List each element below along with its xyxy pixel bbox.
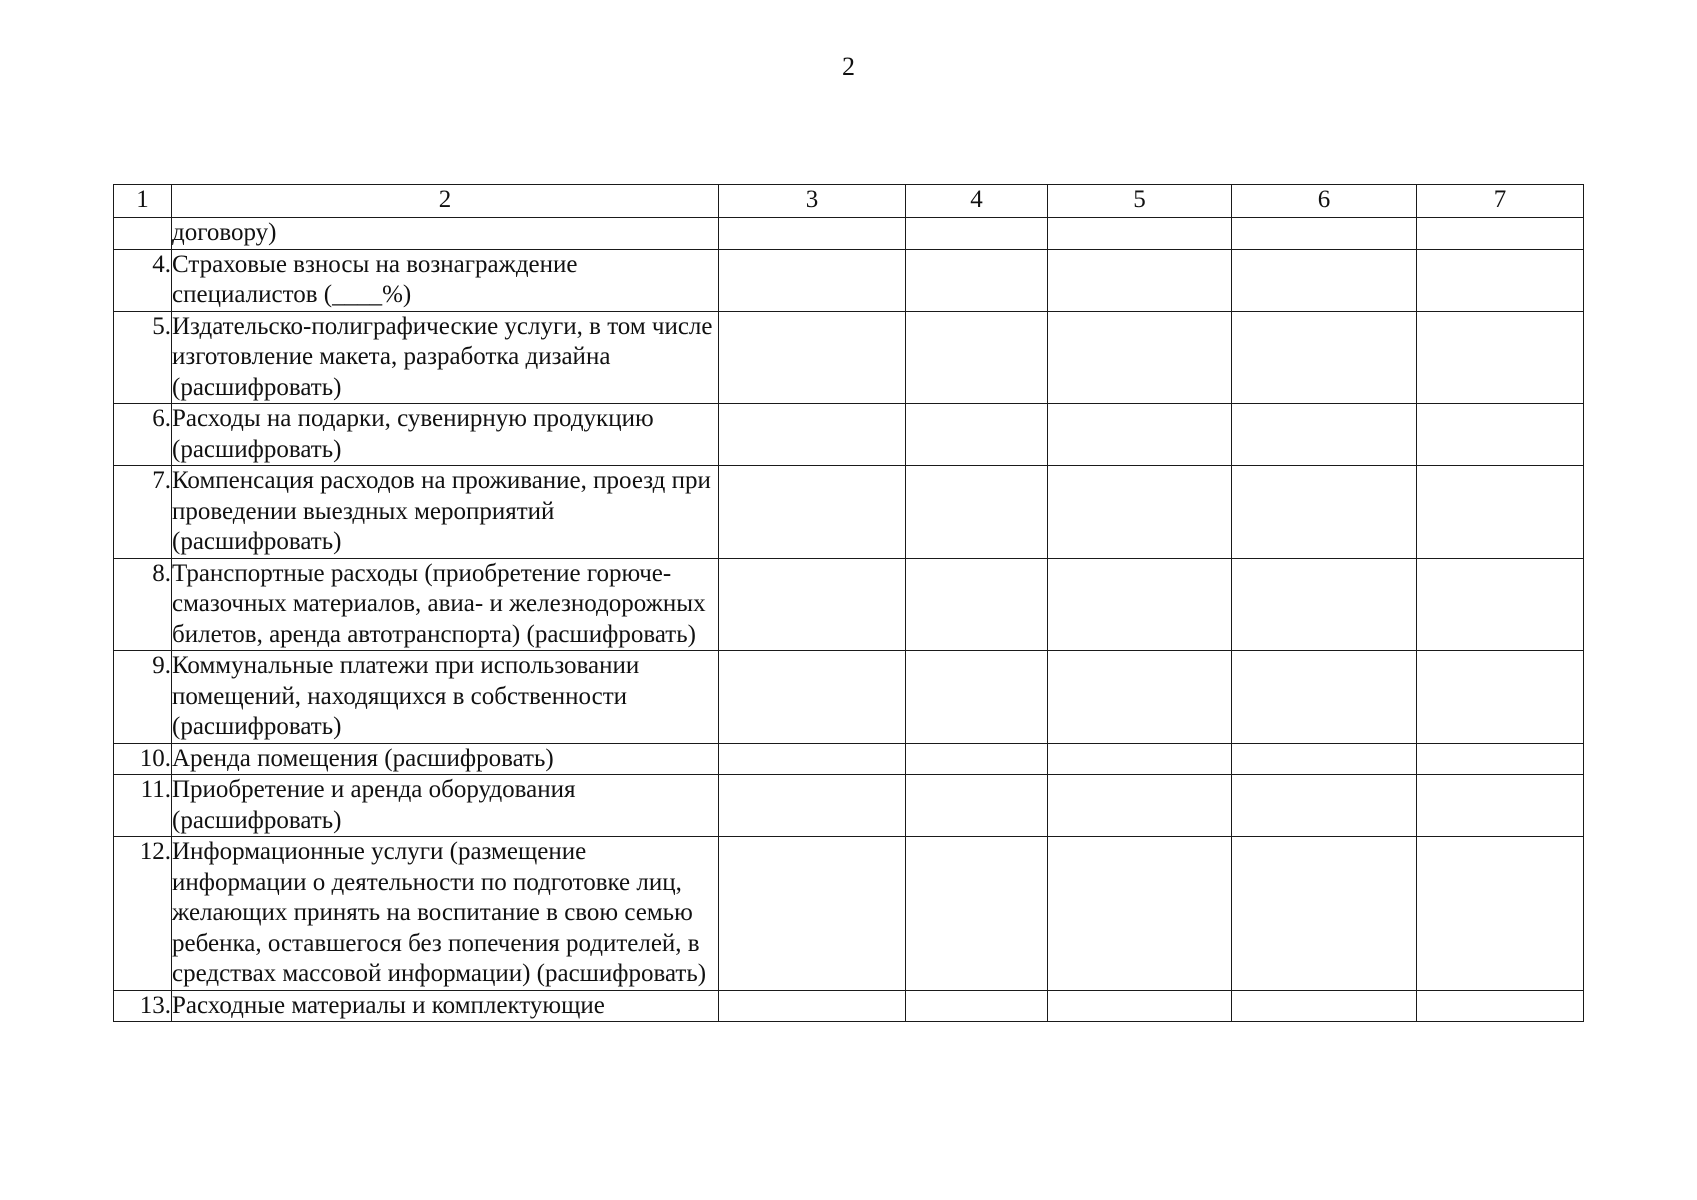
header-col-1: 1 <box>114 185 172 218</box>
row-cell <box>1417 249 1584 311</box>
row-cell <box>1417 837 1584 991</box>
row-cell <box>906 249 1048 311</box>
row-description: Расходы на подарки, сувенирную продукцию (расшифровать) <box>172 404 719 466</box>
row-cell <box>719 651 906 744</box>
row-cell <box>1417 466 1584 559</box>
row-cell <box>1048 743 1232 775</box>
table-row <box>114 311 1584 404</box>
row-cell <box>906 558 1048 651</box>
row-cell <box>1048 249 1232 311</box>
row-number: 10. <box>114 743 172 775</box>
row-cell <box>1048 218 1232 250</box>
row-cell <box>1048 990 1232 1022</box>
row-cell <box>906 218 1048 250</box>
table-row <box>114 837 1584 991</box>
table-row <box>114 651 1584 744</box>
row-cell <box>719 990 906 1022</box>
row-number: 13. <box>114 990 172 1022</box>
row-number: 6. <box>114 404 172 466</box>
table-row <box>114 558 1584 651</box>
header-col-6: 6 <box>1232 185 1417 218</box>
row-cell <box>719 558 906 651</box>
row-cell <box>1048 311 1232 404</box>
row-cell <box>1048 651 1232 744</box>
row-number <box>114 218 172 250</box>
row-cell <box>719 404 906 466</box>
row-cell <box>906 775 1048 837</box>
header-row <box>114 185 1584 218</box>
row-cell <box>719 311 906 404</box>
table-row <box>114 249 1584 311</box>
row-cell <box>1232 743 1417 775</box>
row-cell <box>1232 311 1417 404</box>
budget-table <box>113 184 1584 1022</box>
row-cell <box>1417 743 1584 775</box>
table-row <box>114 218 1584 250</box>
row-number: 12. <box>114 837 172 991</box>
row-cell <box>906 743 1048 775</box>
row-cell <box>1048 837 1232 991</box>
row-cell <box>906 311 1048 404</box>
row-description: Издательско-полиграфические услуги, в том числе изготовление макета, разработка дизайна (расшифровать) <box>172 311 719 404</box>
row-number: 4. <box>114 249 172 311</box>
row-cell <box>1232 990 1417 1022</box>
header-col-4: 4 <box>906 185 1048 218</box>
row-cell <box>719 775 906 837</box>
row-cell <box>1048 404 1232 466</box>
row-description: Коммунальные платежи при использовании помещений, находящихся в собственности (расшифровать) <box>172 651 719 744</box>
row-cell <box>1232 466 1417 559</box>
row-cell <box>719 249 906 311</box>
row-cell <box>906 990 1048 1022</box>
row-description: Транспортные расходы (приобретение горюче-смазочных материалов, авиа- и железнодорожных билетов, аренда автотранспорта) (расшифровать) <box>172 558 719 651</box>
row-number: 5. <box>114 311 172 404</box>
row-cell <box>1417 558 1584 651</box>
row-cell <box>719 743 906 775</box>
row-cell <box>1048 775 1232 837</box>
row-cell <box>1417 311 1584 404</box>
row-description: Компенсация расходов на проживание, проезд при проведении выездных мероприятий (расшифровать) <box>172 466 719 559</box>
row-number: 11. <box>114 775 172 837</box>
page-number: 2 <box>842 52 855 81</box>
table-row <box>114 466 1584 559</box>
header-col-3: 3 <box>719 185 906 218</box>
row-description: Информационные услуги (размещение информации о деятельности по подготовке лиц, желающих принять на воспитание в свою семью ребенка, оставшегося без попечения родителей, в средствах массовой информации) (расшифровать) <box>172 837 719 991</box>
row-description: Приобретение и аренда оборудования (расшифровать) <box>172 775 719 837</box>
row-cell <box>1417 651 1584 744</box>
header-col-2: 2 <box>172 185 719 218</box>
row-cell <box>906 466 1048 559</box>
row-cell <box>1232 775 1417 837</box>
row-cell <box>1417 990 1584 1022</box>
row-cell <box>1232 651 1417 744</box>
row-cell <box>1417 404 1584 466</box>
row-cell <box>1232 558 1417 651</box>
row-cell <box>1232 837 1417 991</box>
row-cell <box>1232 249 1417 311</box>
row-number: 8. <box>114 558 172 651</box>
table-row <box>114 404 1584 466</box>
row-cell <box>1417 218 1584 250</box>
row-cell <box>1232 218 1417 250</box>
row-cell <box>1232 404 1417 466</box>
row-cell <box>719 466 906 559</box>
row-description: Аренда помещения (расшифровать) <box>172 743 719 775</box>
table-row <box>114 775 1584 837</box>
header-col-5: 5 <box>1048 185 1232 218</box>
row-cell <box>906 404 1048 466</box>
row-description: Расходные материалы и комплектующие <box>172 990 719 1022</box>
row-cell <box>906 651 1048 744</box>
table-row <box>114 990 1584 1022</box>
row-number: 9. <box>114 651 172 744</box>
header-col-7: 7 <box>1417 185 1584 218</box>
row-cell <box>1048 558 1232 651</box>
row-cell <box>719 218 906 250</box>
row-cell <box>1048 466 1232 559</box>
row-cell <box>906 837 1048 991</box>
row-number: 7. <box>114 466 172 559</box>
row-description: Страховые взносы на вознаграждение специалистов (____%) <box>172 249 719 311</box>
row-cell <box>719 837 906 991</box>
table-row <box>114 743 1584 775</box>
row-cell <box>1417 775 1584 837</box>
row-description: договору) <box>172 218 719 250</box>
